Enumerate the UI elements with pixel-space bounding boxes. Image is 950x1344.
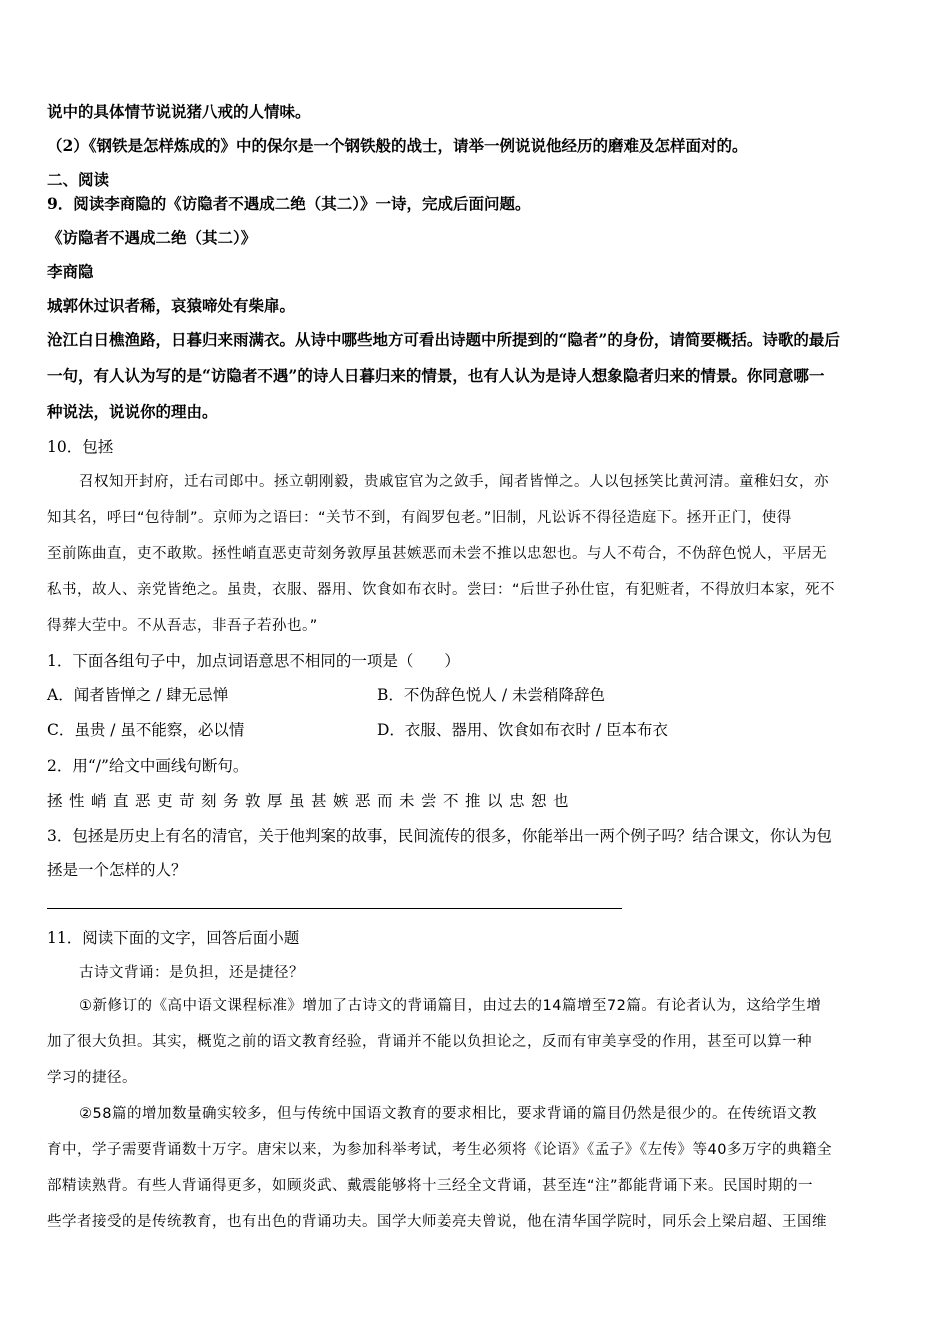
passage-line: 私书，故人、亲党皆绝之。虽贵，衣服、器用、饮食如布衣时。尝曰：“后世子孙仕宦，有犯赃者，不得放归本家，死不 xyxy=(47,582,836,598)
passage-line: ①新修订的《高中语文课程标准》增加了古诗文的背诵篇目，由过去的14篇增至72篇。有论者认为，这给学生增 xyxy=(79,998,822,1014)
poem-line: 城郭休过识者稀，哀猿啼处有柴扉。 xyxy=(47,296,296,315)
text-line: （2）《钢铁是怎样炼成的》中的保尔是一个钢铁般的战士，请举一例说说他经历的磨难及怎样面对的。 xyxy=(47,136,748,155)
passage-line: 些学者接受的是传统教育，也有出色的背诵功夫。国学大师姜亮夫曾说，他在清华国学院时，同乐会上梁启超、王国维 xyxy=(47,1214,827,1230)
question-heading: 11．阅读下面的文字，回答后面小题 xyxy=(47,929,300,947)
passage-line: 至前陈曲直，吏不敢欺。拯性峭直恶吏苛刻务敦厚虽甚嫉恶而未尝不推以忠恕也。与人不苟合，不伪辞色悦人，平居无 xyxy=(47,546,827,562)
sub-question: 拯是一个怎样的人？ xyxy=(47,861,187,879)
passage-line: ②58篇的增加数量确实较多，但与传统中国语文教育的要求相比，要求背诵的篇目仍然是很少的。在传统语文教 xyxy=(79,1106,817,1122)
option-b: B．不伪辞色悦人 / 未尝稍降辞色 xyxy=(377,686,605,704)
article-title: 古诗文背诵：是负担，还是捷径？ xyxy=(79,965,304,981)
question-heading: 9．阅读李商隐的《访隐者不遇成二绝（其二）》一诗，完成后面问题。 xyxy=(47,194,531,213)
segmentation-sentence: 拯性峭直恶吏苛刻务敦厚虽甚嫉恶而未尝不推以忠恕也 xyxy=(47,792,576,810)
text-line: 一句，有人认为写的是“访隐者不遇”的诗人日暮归来的情景，也有人认为是诗人想象隐者归来的情景。你同意哪一 xyxy=(47,366,825,385)
text-line: 沧江白日樵渔路，日暮归来雨满衣。从诗中哪些地方可看出诗题中所提到的“隐者”的身份，请简要概括。诗歌的最后 xyxy=(47,330,840,349)
poem-author: 李商隐 xyxy=(47,262,94,281)
passage-line: 得葬大茔中。不从吾志，非吾子若孙也。” xyxy=(47,618,318,634)
passage-line: 知其名，呼曰“包待制”。京师为之语曰：“关节不到，有阎罗包老。”旧制，凡讼诉不得径造庭下。拯开正门，使得 xyxy=(47,510,792,526)
passage-line: 加了很大负担。其实，概览之前的语文教育经验，背诵并不能以负担论之，反而有审美享受的作用，甚至可以算一种 xyxy=(47,1034,812,1050)
passage-line: 部精读熟背。有些人背诵得更多，如顾炎武、戴震能够将十三经全文背诵，甚至连“注”都能背诵下来。民国时期的一 xyxy=(47,1178,814,1194)
option-c: C．虽贵 / 虽不能察，必以情 xyxy=(47,721,245,739)
passage-line: 召权知开封府，迁右司郎中。拯立朝刚毅，贵戚宦官为之敛手，闻者皆惮之。人以包拯笑比黄河清。童稚妇女，亦 xyxy=(79,474,829,490)
option-d: D．衣服、器用、饮食如布衣时 / 臣本布衣 xyxy=(377,721,669,739)
question-heading: 10．包拯 xyxy=(47,438,114,456)
poem-title: 《访隐者不遇成二绝（其二）》 xyxy=(47,228,257,247)
answer-line xyxy=(47,908,622,909)
sub-question: 3．包拯是历史上有名的清官，关于他判案的故事，民间流传的很多，你能举出一两个例子吗？结合课文，你认为包 xyxy=(47,827,832,845)
sub-question: 2．用“/”给文中画线句断句。 xyxy=(47,757,249,775)
text-line: 说中的具体情节说说猪八戒的人情味。 xyxy=(47,102,311,121)
sub-question: 1．下面各组句子中，加点词语意思不相同的一项是（ ） xyxy=(47,652,460,670)
text-line: 种说法，说说你的理由。 xyxy=(47,402,218,421)
passage-line: 学习的捷径。 xyxy=(47,1070,137,1086)
section-heading: 二、阅读 xyxy=(47,170,110,189)
passage-line: 育中，学子需要背诵数十万字。唐宋以来，为参加科举考试，考生必须将《论语》《孟子》《左传》等40多万字的典籍全 xyxy=(47,1142,832,1158)
option-a: A．闻者皆惮之 / 肆无忌惮 xyxy=(47,686,229,704)
